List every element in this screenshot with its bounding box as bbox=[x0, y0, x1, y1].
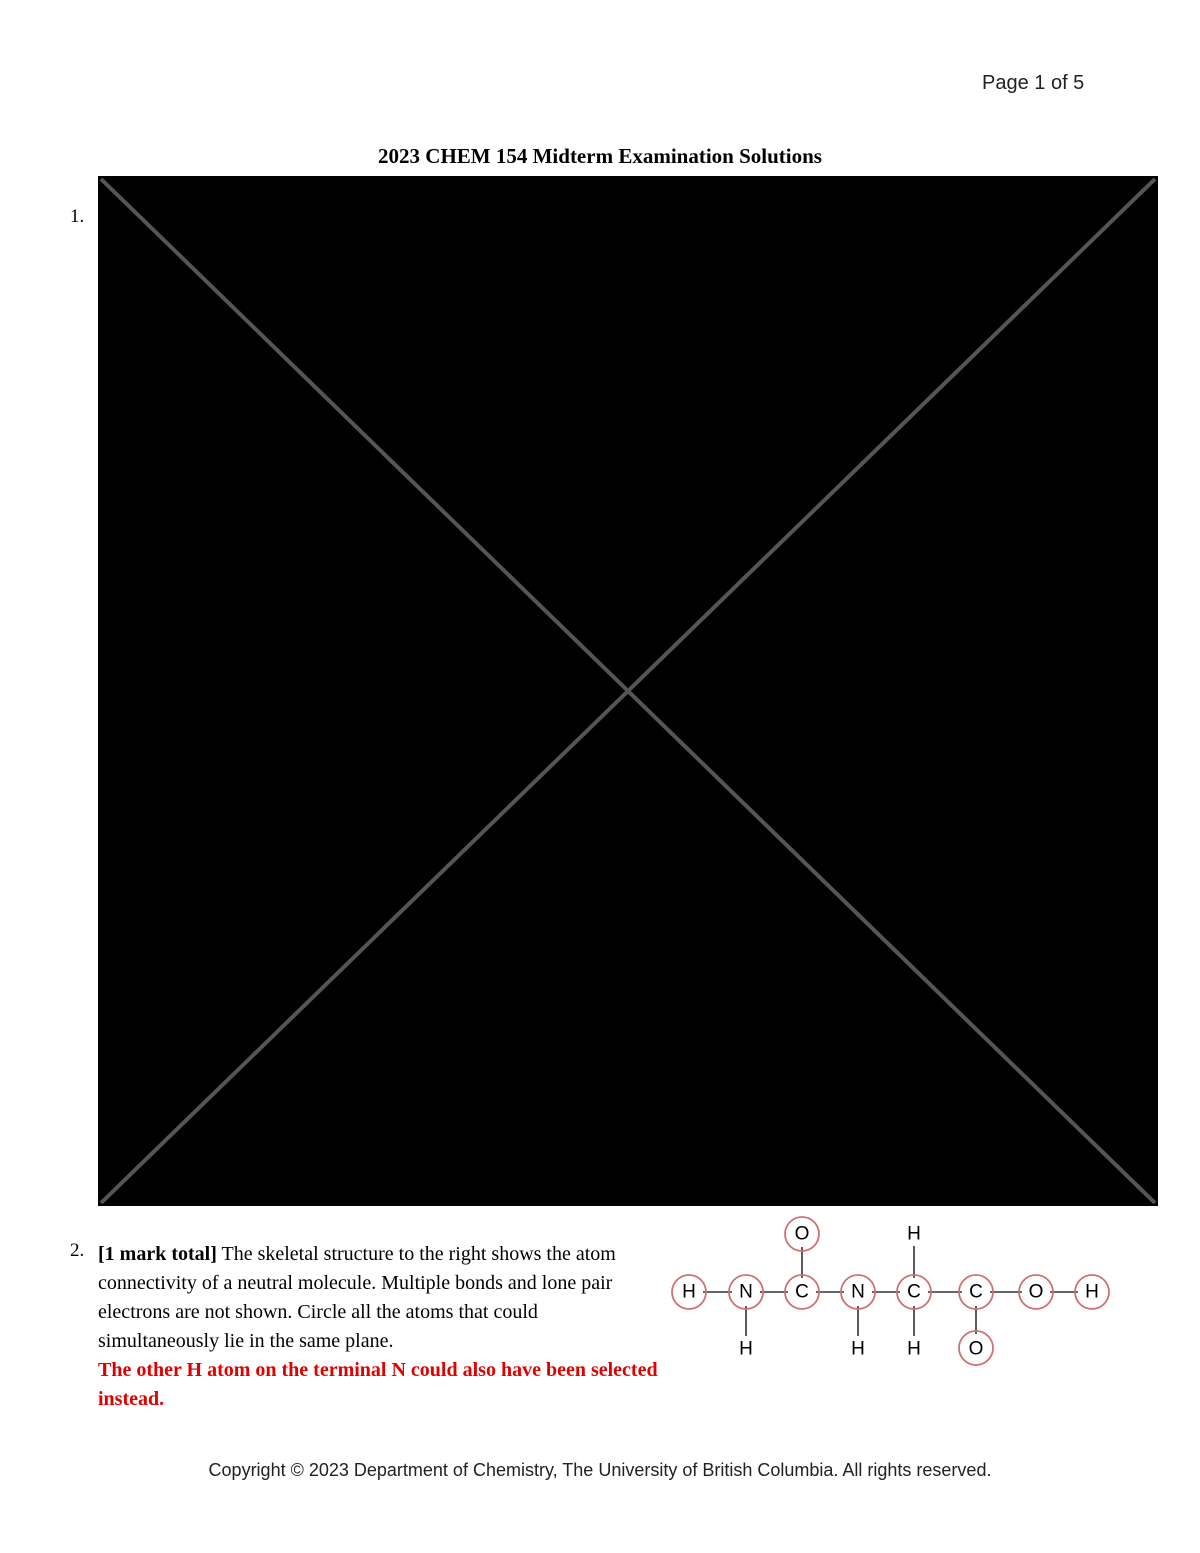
atom-o3: O bbox=[1028, 1281, 1044, 1303]
atom-h1: H bbox=[682, 1281, 696, 1303]
question-2-answer: The other H atom on the terminal N could also have been selected instead. bbox=[98, 1359, 658, 1410]
molecule-diagram bbox=[660, 1210, 1120, 1380]
page-number: Page 1 of 5 bbox=[982, 72, 1085, 94]
redacted-image-placeholder bbox=[98, 176, 1158, 1206]
selection-circles bbox=[672, 1217, 1109, 1365]
question-2-marks: [1 mark total] bbox=[98, 1243, 217, 1265]
atom-n1: N bbox=[739, 1281, 753, 1303]
atom-h6: H bbox=[907, 1338, 921, 1360]
atom-h2: H bbox=[739, 1338, 753, 1360]
atom-c1: C bbox=[795, 1281, 809, 1303]
atom-o1: O bbox=[794, 1223, 810, 1245]
atom-h4: H bbox=[851, 1338, 865, 1360]
question-2-prompt: The skeletal structure to the right shows the atom connectivity of a neutral molecule. Multiple bonds and lone pair electrons are not shown. Circle all the atoms that could simultaneously lie in the same plane. bbox=[98, 1243, 616, 1352]
copyright-footer: Copyright © 2023 Department of Chemistry, The University of British Columbia. All rights reserved. bbox=[208, 1460, 992, 1480]
atom-n2: N bbox=[851, 1281, 865, 1303]
question-2-text bbox=[98, 1240, 658, 1414]
question-1-number: 1. bbox=[70, 206, 85, 227]
atom-o2: O bbox=[968, 1338, 984, 1360]
atom-h3: H bbox=[907, 1223, 921, 1245]
page-title: 2023 CHEM 154 Midterm Examination Solutions bbox=[378, 144, 822, 168]
atom-c3: C bbox=[969, 1281, 983, 1303]
question-2-number: 2. bbox=[70, 1240, 85, 1261]
atom-c2: C bbox=[907, 1281, 921, 1303]
atom-h5: H bbox=[1085, 1281, 1099, 1303]
